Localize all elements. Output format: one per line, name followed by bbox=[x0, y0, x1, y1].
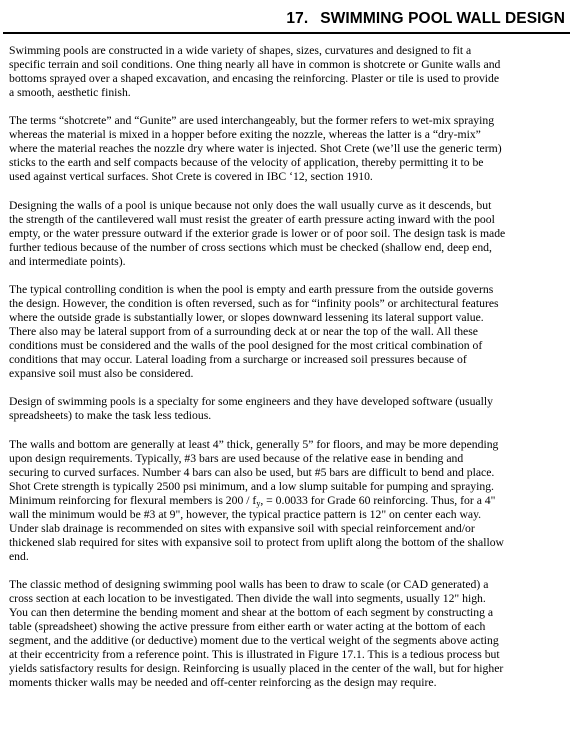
text-line: where the material reaches the nozzle dry where water is injected. Shot Crete (we’ll use the generic term) bbox=[9, 142, 502, 156]
text-line: The classic method of designing swimming pool walls has been to draw to scale (or CAD generated) a bbox=[9, 578, 489, 592]
text-line: The terms “shotcrete” and “Gunite” are used interchangeably, but the former refers to wet-mix spraying bbox=[9, 114, 495, 128]
paragraph-walls-bottom bbox=[9, 438, 572, 564]
paragraph-intro bbox=[9, 44, 572, 100]
text-line: sticks to the earth and self compacts because of the velocity of application, thereby permitting it to be bbox=[9, 156, 484, 170]
text-line: where the outside grade is substantially lower, or slopes downward lessening its lateral support value. bbox=[9, 311, 484, 325]
text-line: moments thicker walls may be needed and off-center reinforcing as the design may require. bbox=[9, 676, 437, 690]
text-line: Shot Crete strength is typically 2500 psi minimum, and a low slump suitable for pumping and spraying. bbox=[9, 479, 494, 493]
text-line: a smooth, aesthetic finish. bbox=[9, 86, 131, 100]
formula-text: Minimum reinforcing for flexural members is 200 / f bbox=[9, 493, 257, 507]
text-line: The walls and bottom are generally at least 4” thick, generally 5” for floors, and may be more depending bbox=[9, 437, 499, 451]
text-line-formula bbox=[9, 494, 572, 508]
formula-continuation: , = 0.0033 for Grade 60 reinforcing. Thus, for a 4" bbox=[260, 493, 496, 507]
text-line: the design. However, the condition is often reversed, such as for “infinity pools” or architectural features bbox=[9, 296, 499, 310]
text-line: cross section at each location to be investigated. Then divide the wall into segments, usually 12" high. bbox=[9, 592, 486, 606]
text-line: at their eccentricity from a reference point. This is illustrated in Figure 17.1. This is a tedious process but bbox=[9, 648, 500, 662]
text-line: The typical controlling condition is when the pool is empty and earth pressure from the outside governs bbox=[9, 282, 494, 296]
text-line: used against vertical surfaces. Shot Crete is covered in IBC ‘12, section 1910. bbox=[9, 170, 373, 184]
chapter-number: 17. bbox=[286, 10, 309, 27]
text-line: specific terrain and soil conditions. One thing nearly all have in common is shotcrete or Gunite walls and bbox=[9, 58, 501, 72]
text-line: You can then determine the bending moment and shear at the bottom of each segment by constructing a bbox=[9, 606, 494, 620]
text-line: expansive soil must also be considered. bbox=[9, 367, 194, 381]
text-line: upon design requirements. Typically, #3 bars are used because of the relative ease in bending and bbox=[9, 451, 464, 465]
paragraph-controlling-condition bbox=[9, 283, 572, 381]
text-line: Design of swimming pools is a specialty for some engineers and they have developed software (usually bbox=[9, 395, 493, 409]
text-line: conditions must be considered and the walls of the pool designed for the most critical combination of bbox=[9, 339, 483, 353]
text-line: the strength of the cantilevered wall must resist the greater of earth pressure acting inward with the pool bbox=[9, 212, 495, 226]
text-line: securing to curved surfaces. Number 4 bars can also be used, but #5 bars are difficult to bend and place. bbox=[9, 465, 495, 479]
text-line: Swimming pools are constructed in a wide variety of shapes, sizes, curvatures and designed to fit a bbox=[9, 44, 472, 57]
text-line: further tedious because of the number of cross sections which must be checked (shallow end, deep end, bbox=[9, 240, 492, 254]
text-line: bottoms sprayed over a shaped excavation, and encasing the reinforcing. Plaster or tile is used to provide bbox=[9, 72, 500, 86]
text-line: end. bbox=[9, 549, 29, 563]
formula-subscript: y bbox=[256, 498, 261, 508]
text-line: and intermediate points). bbox=[9, 254, 126, 268]
text-line: conditions that may occur. Lateral loading from a surcharge or increased soil pressures because of bbox=[9, 353, 467, 367]
chapter-title: SWIMMING POOL WALL DESIGN bbox=[320, 10, 565, 27]
text-line: segment, and the additive (or deductive) moment due to the vertical weight of the segments above acting bbox=[9, 634, 499, 648]
document-body bbox=[9, 44, 572, 705]
chapter-header bbox=[0, 10, 565, 28]
text-line: whereas the material is mixed in a hopper before exiting the nozzle, whereas the latter is a “dry-mix” bbox=[9, 128, 481, 142]
text-line: Designing the walls of a pool is unique because not only does the wall usually curve as it descends, but bbox=[9, 198, 492, 212]
paragraph-classic-method bbox=[9, 578, 572, 690]
text-line: wall the minimum would be #3 at 9", however, the typical practice pattern is 12" on center each way. bbox=[9, 507, 482, 521]
paragraph-design bbox=[9, 199, 572, 269]
text-line: There also may be lateral support from of a surrounding deck at or near the top of the wall. All these bbox=[9, 325, 478, 339]
header-rule bbox=[3, 32, 570, 34]
paragraph-specialty bbox=[9, 395, 572, 423]
text-line: table (spreadsheet) showing the active pressure from either earth or water acting at the bottom of each bbox=[9, 620, 486, 634]
text-line: thickened slab required for sites with expansive soil to protect from uplift along the bottom of the shallow bbox=[9, 535, 504, 549]
text-line: empty, or the water pressure outward if the exterior grade is lower or of poor soil. The design task is made bbox=[9, 226, 506, 240]
text-line: spreadsheets) to make the task less tedious. bbox=[9, 409, 212, 423]
paragraph-terms bbox=[9, 114, 572, 184]
text-line: Under slab drainage is recommended on sites with expansive soil with special reinforcement and/or bbox=[9, 521, 475, 535]
text-line: yields satisfactory results for design. Reinforcing is usually placed in the center of the wall, but for higher bbox=[9, 662, 504, 676]
